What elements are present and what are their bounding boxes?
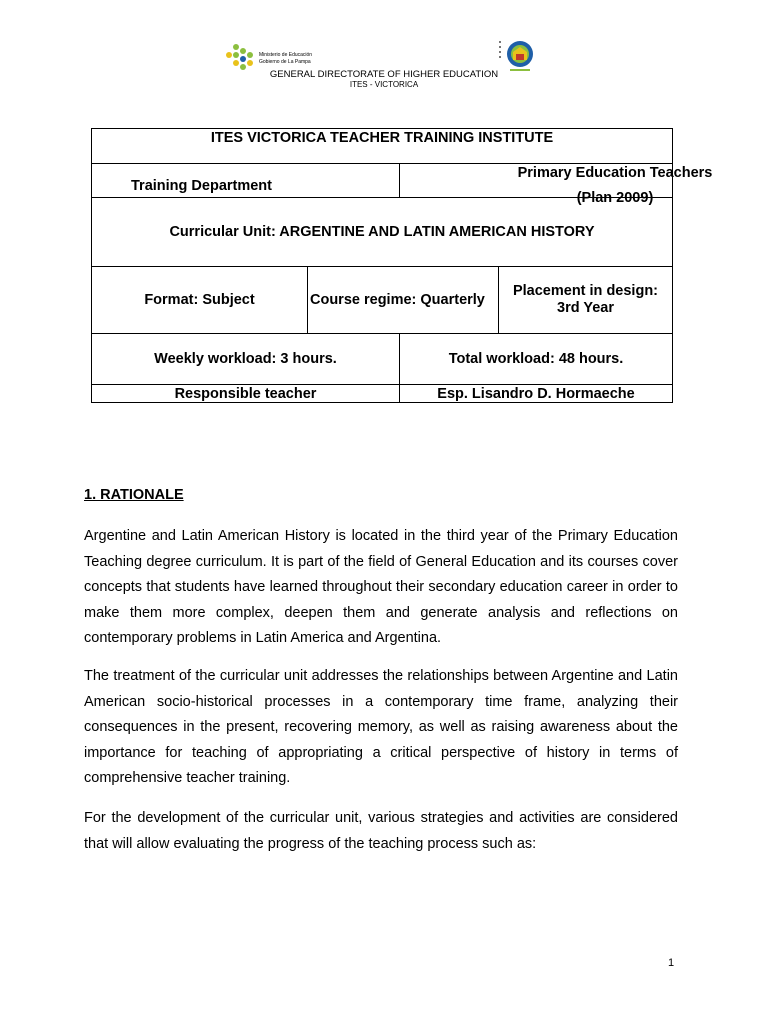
logo-text-government: Gobierno de La Pampa [259,59,311,65]
regime-cell: Course regime: Quarterly [308,267,499,334]
institute-name-cell: ITES VICTORICA TEACHER TRAINING INSTITUTE [92,129,673,164]
table-row [92,129,673,164]
placement-cell: Placement in design: 3rd Year [499,267,673,334]
directorate-title: GENERAL DIRECTORATE OF HIGHER EDUCATION [269,69,499,80]
document-header [0,38,768,90]
department-cell: Training Department [92,164,400,198]
table-row [92,385,673,403]
responsible-label-cell: Responsible teacher [92,385,400,403]
page-number: 1 [668,957,675,969]
total-workload-cell: Total workload: 48 hours. [400,334,673,385]
ministry-logo-mark [226,44,256,72]
institute-subtitle: ITES - VICTORICA [349,80,419,89]
course-info-table [91,128,713,403]
responsible-name-cell: Esp. Lisandro D. Hormaeche [400,385,673,403]
format-cell: Format: Subject [92,267,308,334]
table-row [92,164,673,198]
rationale-paragraph-2: The treatment of the curricular unit addresses the relationships between Argentine and Latin American socio-historical processes in a contemporary time frame, analyzing their consequences in the present, recovering memory, as well as raising awareness about the importance for teaching of appropriating a critical perspective of history in terms of comprehensive teacher training. [84,668,678,786]
table-row [92,334,673,385]
program-cell [400,164,713,206]
rationale-paragraph-3: For the development of the curricular unit, various strategies and activities are considered that will allow evaluating the progress of the teaching process such as: [84,810,678,852]
rationale-paragraph-1: Argentine and Latin American History is located in the third year of the Primary Education Teaching degree curriculum. It is part of the field of General Education and its courses cover concepts that students have learned throughout their secondary education career in order to make them more complex, deepen them and generate analysis and reflections on contemporary problems in Latin America and Argentina. [84,528,678,646]
weekly-workload-cell: Weekly workload: 3 hours. [92,334,400,385]
program-text: Primary Education Teachers (Plan 2009) [517,165,713,206]
logo-text-ministry: Ministerio de Educación [259,52,313,58]
curricular-unit-cell: Curricular Unit: ARGENTINE AND LATIN AMERICAN HISTORY [92,198,673,267]
section-heading: 1. RATIONALE [84,487,184,503]
table-row [92,267,673,334]
